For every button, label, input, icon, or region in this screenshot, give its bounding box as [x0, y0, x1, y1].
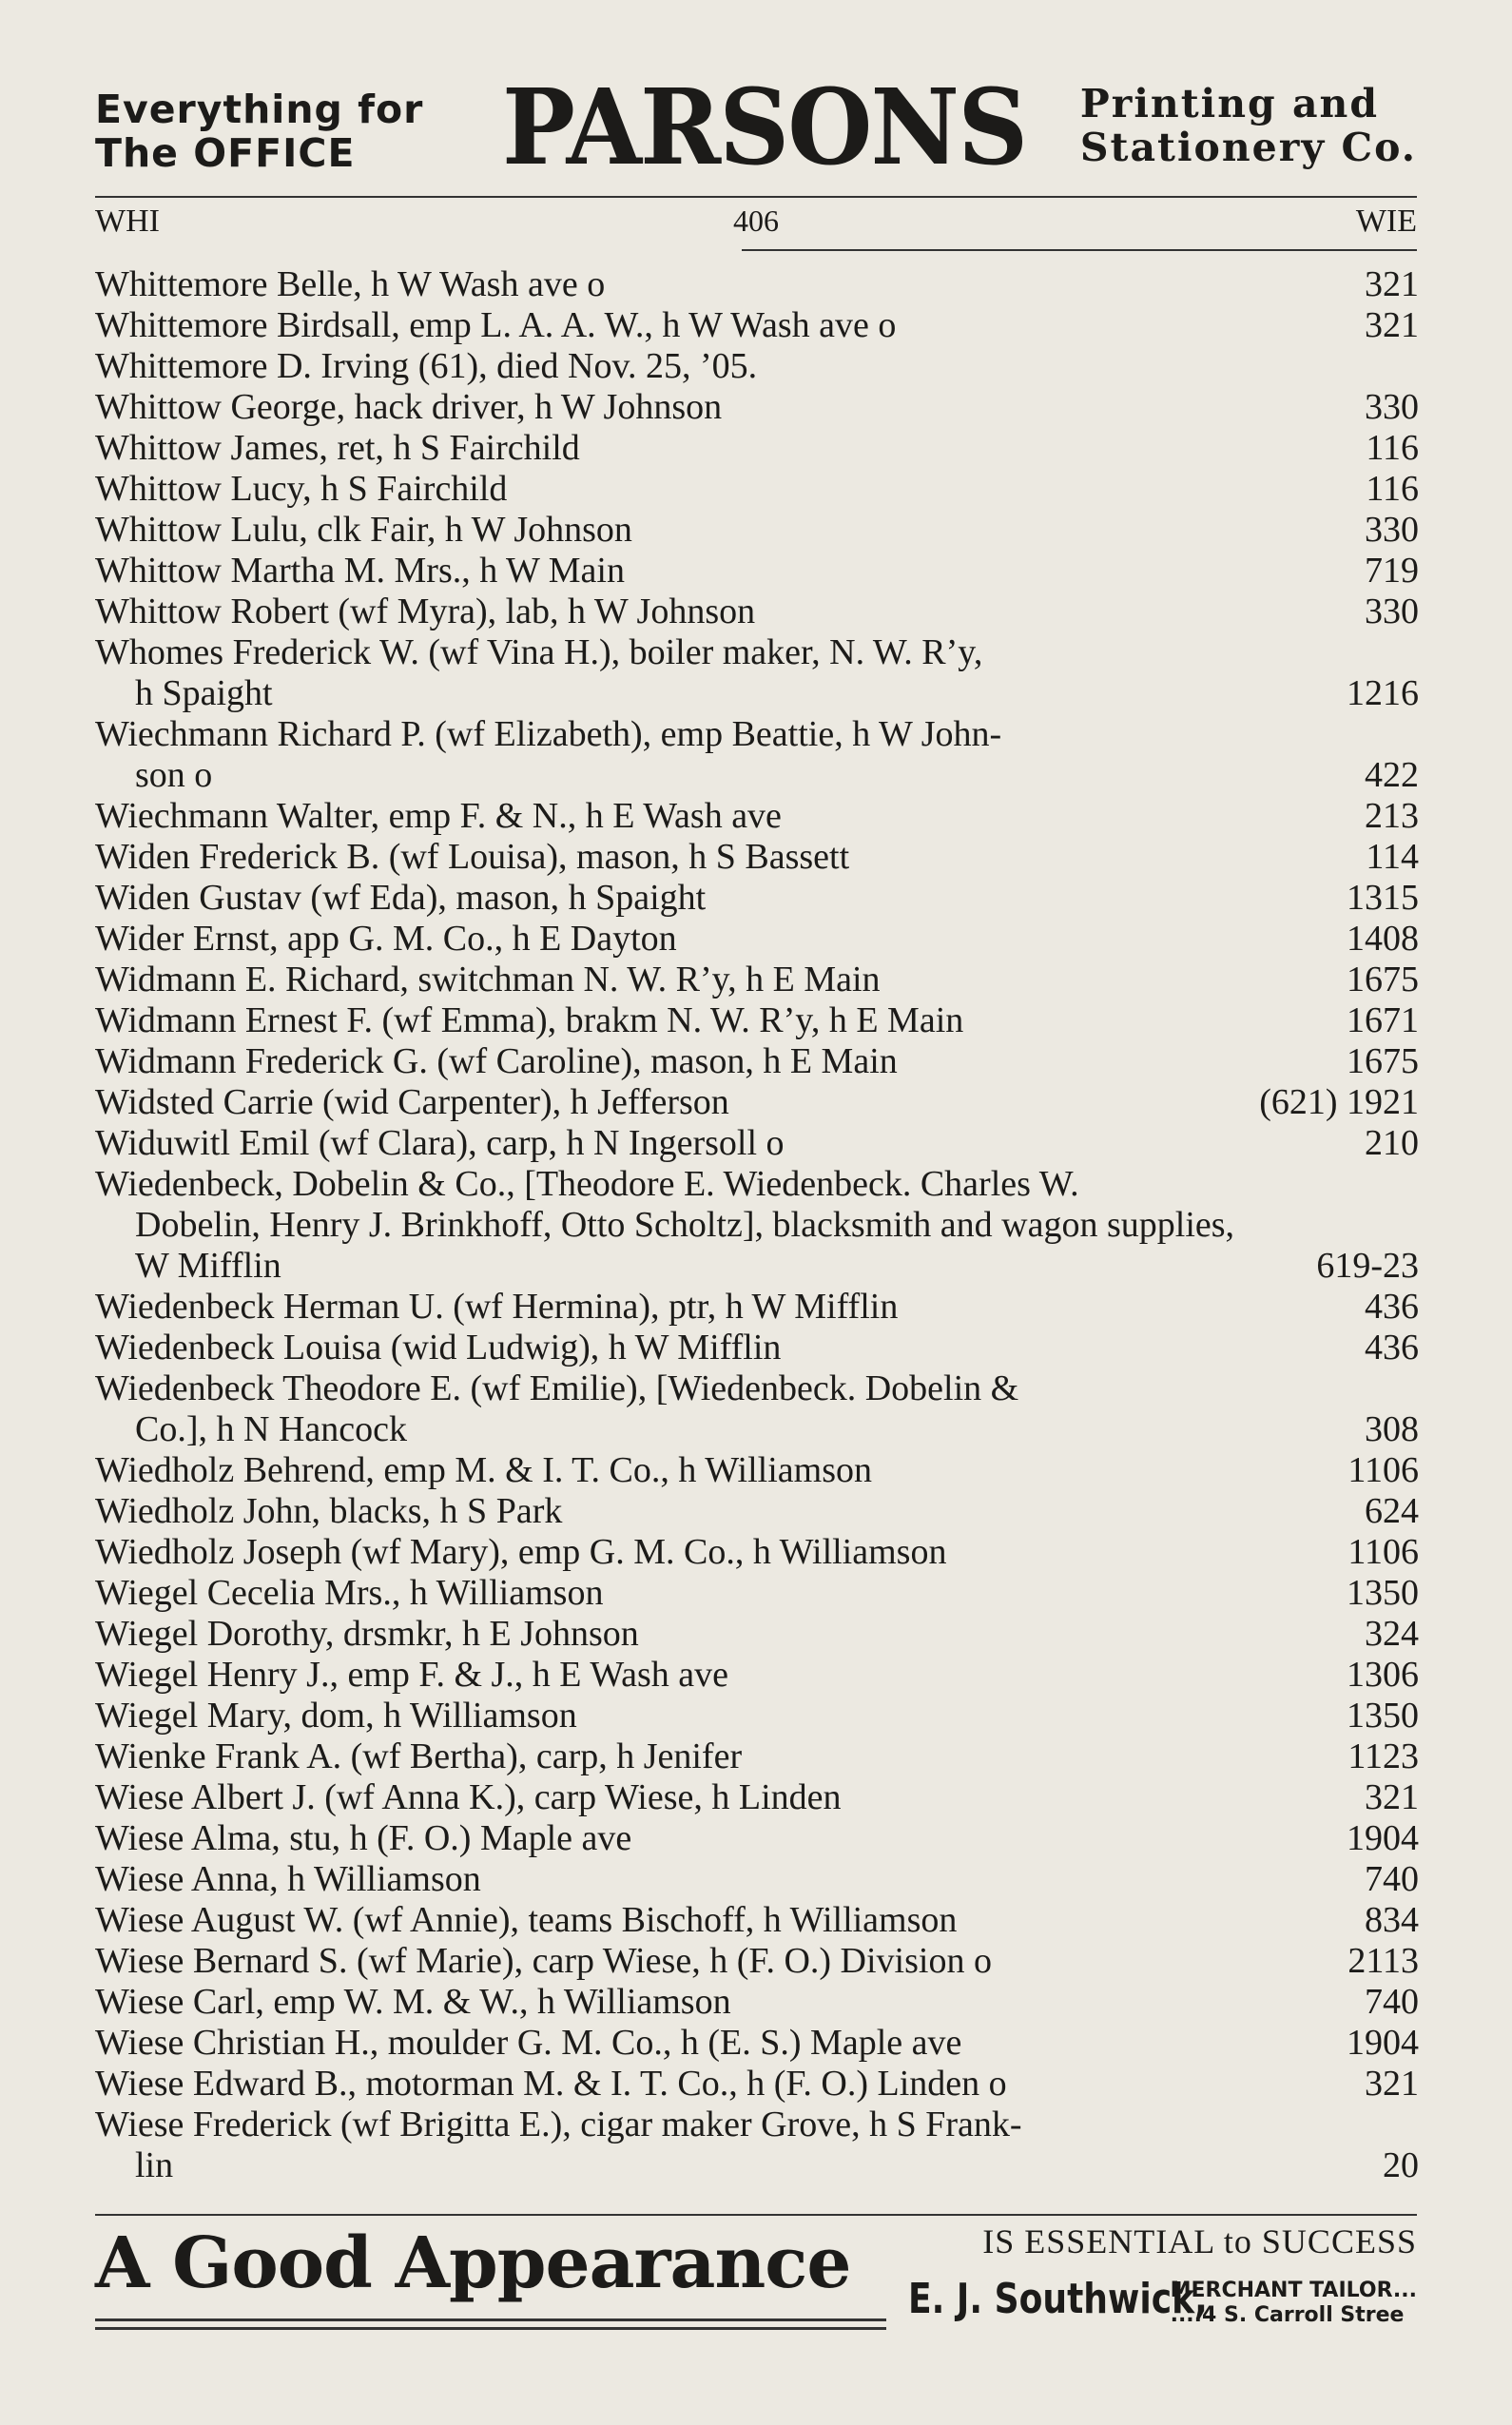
- entry-text: Whittow Martha M. Mrs., h W Main: [95, 551, 625, 591]
- entry-text: Widmann E. Richard, switchman N. W. R’y, h E Main: [95, 960, 881, 999]
- entry-text: Whittemore D. Irving (61), died Nov. 25, ’05.: [95, 346, 758, 386]
- directory-entry: [95, 796, 1419, 837]
- ad-right-text: [1080, 82, 1417, 169]
- directory-entry: [95, 592, 1419, 632]
- entry-text: Wiedenbeck Herman U. (wf Hermina), ptr, h W Mifflin: [95, 1287, 899, 1327]
- entry-text: Whomes Frederick W. (wf Vina H.), boiler maker, N. W. R’y,: [95, 632, 983, 672]
- entry-house-number: 1106: [1347, 1450, 1419, 1490]
- entry-text: Widsted Carrie (wid Carpenter), h Jefferson: [95, 1082, 729, 1122]
- footer-double-rule: [95, 2318, 886, 2330]
- entry-house-number: 114: [1366, 837, 1419, 877]
- directory-entry: [95, 960, 1419, 1000]
- ad-left-line1: Everything for: [95, 87, 424, 132]
- entry-house-number: 1106: [1347, 1532, 1419, 1572]
- directory-entry: [95, 1859, 1419, 1900]
- entry-house-number: 740: [1365, 1982, 1419, 2022]
- entry-text: Wiedholz Joseph (wf Mary), emp G. M. Co., h Williamson: [95, 1532, 947, 1572]
- entry-house-number: 213: [1365, 796, 1419, 836]
- directory-entry: [95, 2023, 1419, 2064]
- directory-entry: [95, 1941, 1419, 1982]
- directory-entry: [95, 837, 1419, 878]
- entry-house-number: 834: [1365, 1900, 1419, 1940]
- footer-firm-name: E. J. Southwick,: [908, 2275, 1208, 2323]
- entry-house-number: 321: [1365, 2064, 1419, 2104]
- header-rule-top: [95, 196, 1417, 198]
- entry-text: Widen Gustav (wf Eda), mason, h Spaight: [95, 878, 707, 918]
- directory-entry: [95, 1573, 1419, 1614]
- entry-text: Wiedenbeck Louisa (wid Ludwig), h W Mifflin: [95, 1328, 782, 1368]
- entry-text: Wiese Frederick (wf Brigitta E.), cigar maker Grove, h S Frank-: [95, 2105, 1022, 2144]
- entry-text: Widmann Frederick G. (wf Caroline), mason, h E Main: [95, 1041, 898, 1081]
- header-rule-bottom: [742, 249, 1417, 251]
- entry-house-number: 1408: [1347, 919, 1419, 959]
- running-header-left: WHI: [95, 204, 160, 239]
- footer-address: ....4 S. Carroll Stree: [1170, 2303, 1405, 2327]
- page-number: 406: [733, 204, 779, 238]
- running-header: [95, 204, 1417, 245]
- entry-text: Widmann Ernest F. (wf Emma), brakm N. W. R’y, h E Main: [95, 1000, 964, 1040]
- ad-left-line2: The OFFICE: [95, 130, 356, 176]
- directory-entry: [95, 1655, 1419, 1696]
- header-advertisement: [95, 66, 1417, 190]
- entry-text: Whittow Robert (wf Myra), lab, h W Johnson: [95, 592, 756, 631]
- directory-entry: [95, 1000, 1419, 1041]
- entry-text: Wienke Frank A. (wf Bertha), carp, h Jenifer: [95, 1736, 743, 1776]
- entry-text: Wiechmann Walter, emp F. & N., h E Wash ave: [95, 796, 782, 836]
- footer-address-block: [1171, 2279, 1417, 2328]
- entry-house-number: 436: [1365, 1328, 1419, 1368]
- directory-entry: [95, 387, 1419, 428]
- entry-text: Wiegel Henry J., emp F. & J., h E Wash ave: [95, 1655, 729, 1695]
- directory-entry: [95, 346, 1419, 387]
- entry-continuation: lin: [135, 2145, 174, 2185]
- directory-entry: [95, 1328, 1419, 1368]
- directory-entry: [95, 551, 1419, 592]
- entry-text: Wiese August W. (wf Annie), teams Bischoff, h Williamson: [95, 1900, 958, 1940]
- directory-entry: [95, 714, 1419, 796]
- entry-text: Wider Ernst, app G. M. Co., h E Dayton: [95, 919, 677, 959]
- directory-entry: [95, 1900, 1419, 1941]
- entry-continuation: son o: [135, 755, 213, 795]
- directory-entry: [95, 1041, 1419, 1082]
- entry-house-number: 20: [1383, 2145, 1419, 2185]
- directory-entry: [95, 1123, 1419, 1164]
- entry-text: Wiese Albert J. (wf Anna K.), carp Wiese, h Linden: [95, 1777, 842, 1817]
- entry-text: Whittemore Belle, h W Wash ave o: [95, 264, 606, 304]
- directory-entry: [95, 878, 1419, 919]
- entry-text: Whittemore Birdsall, emp L. A. A. W., h W Wash ave o: [95, 305, 897, 345]
- directory-entry: [95, 2105, 1419, 2186]
- entry-house-number: 321: [1365, 264, 1419, 304]
- entry-text: Widen Frederick B. (wf Louisa), mason, h S Bassett: [95, 837, 850, 877]
- entry-house-number: 740: [1365, 1859, 1419, 1899]
- directory-entry: [95, 1614, 1419, 1655]
- ad-left-text: [95, 87, 423, 175]
- directory-entry: [95, 305, 1419, 346]
- entry-house-number: 1675: [1347, 1041, 1419, 1081]
- entry-text: Whittow Lulu, clk Fair, h W Johnson: [95, 510, 632, 550]
- entry-house-number: (621) 1921: [1259, 1082, 1419, 1122]
- entry-house-number: 1904: [1347, 1818, 1419, 1858]
- directory-entry: [95, 919, 1419, 960]
- entry-continuation: Dobelin, Henry J. Brinkhoff, Otto Scholtz], blacksmith and wagon supplies, W Mifflin: [135, 1205, 1235, 1286]
- entry-house-number: 422: [1365, 755, 1419, 795]
- directory-entry: [95, 2064, 1419, 2105]
- entry-text: Widuwitl Emil (wf Clara), carp, h N Ingersoll o: [95, 1123, 785, 1163]
- directory-entry: [95, 1736, 1419, 1777]
- directory-entry: [95, 1777, 1419, 1818]
- entry-text: Wiese Alma, stu, h (F. O.) Maple ave: [95, 1818, 632, 1858]
- entry-house-number: 321: [1365, 1777, 1419, 1817]
- entry-house-number: 308: [1365, 1409, 1419, 1449]
- entry-house-number: 321: [1365, 305, 1419, 345]
- entry-house-number: 436: [1365, 1287, 1419, 1327]
- directory-entry: [95, 632, 1419, 714]
- entry-house-number: 1315: [1347, 878, 1419, 918]
- directory-entry: [95, 1532, 1419, 1573]
- entry-house-number: 116: [1366, 428, 1419, 468]
- entry-house-number: 1904: [1347, 2023, 1419, 2063]
- footer-tagline: IS ESSENTIAL to SUCCESS: [982, 2222, 1417, 2260]
- directory-entry: [95, 510, 1419, 551]
- entry-house-number: 330: [1365, 592, 1419, 631]
- entry-text: Wiedholz John, blacks, h S Park: [95, 1491, 563, 1531]
- entry-text: Wiegel Mary, dom, h Williamson: [95, 1696, 577, 1736]
- directory-entry: [95, 1818, 1419, 1859]
- ad-right-line2: Stationery Co.: [1079, 125, 1417, 170]
- entry-house-number: 1123: [1347, 1736, 1419, 1776]
- footer-trade: MERCHANT TAILOR...: [1170, 2279, 1417, 2302]
- directory-entry: [95, 1491, 1419, 1532]
- entry-text: Wiechmann Richard P. (wf Elizabeth), emp Beattie, h W John-: [95, 714, 1002, 754]
- directory-entry: [95, 1082, 1419, 1123]
- entry-text: Wiegel Dorothy, drsmkr, h E Johnson: [95, 1614, 639, 1654]
- directory-entries: [95, 264, 1419, 2186]
- entry-house-number: 1350: [1347, 1573, 1419, 1613]
- entry-house-number: 719: [1365, 551, 1419, 591]
- entry-house-number: 330: [1365, 510, 1419, 550]
- entry-house-number: 2113: [1347, 1941, 1419, 1981]
- running-header-right: WIE: [1355, 204, 1417, 239]
- entry-text: Whittow George, hack driver, h W Johnson: [95, 387, 723, 427]
- entry-house-number: 1350: [1347, 1696, 1419, 1736]
- directory-entry: [95, 1287, 1419, 1328]
- footer-advertisement: [95, 2218, 1417, 2341]
- entry-text: Whittow James, ret, h S Fairchild: [95, 428, 580, 468]
- entry-text: Wiese Christian H., moulder G. M. Co., h (E. S.) Maple ave: [95, 2023, 962, 2063]
- entry-house-number: 116: [1366, 469, 1419, 509]
- entry-text: Wiedholz Behrend, emp M. & I. T. Co., h Williamson: [95, 1450, 872, 1490]
- directory-entry: [95, 264, 1419, 305]
- entry-house-number: 330: [1365, 387, 1419, 427]
- entry-house-number: 1671: [1347, 1000, 1419, 1040]
- directory-entry: [95, 1982, 1419, 2023]
- entry-text: Wiese Anna, h Williamson: [95, 1859, 481, 1899]
- entry-house-number: 624: [1365, 1491, 1419, 1531]
- footer-headline: A Good Appearance: [95, 2222, 851, 2304]
- directory-entry: [95, 1368, 1419, 1450]
- directory-entry: [95, 1696, 1419, 1736]
- entry-text: Wiedenbeck Theodore E. (wf Emilie), [Wiedenbeck. Dobelin &: [95, 1368, 1019, 1408]
- ad-right-line1: Printing and: [1079, 81, 1380, 126]
- footer-rule: [95, 2214, 1417, 2216]
- entry-house-number: 324: [1365, 1614, 1419, 1654]
- entry-house-number: 1216: [1347, 673, 1419, 713]
- entry-continuation: h Spaight: [135, 673, 273, 713]
- directory-entry: [95, 1164, 1419, 1287]
- directory-entry: [95, 469, 1419, 510]
- entry-house-number: 619-23: [1316, 1246, 1419, 1286]
- entry-house-number: 210: [1365, 1123, 1419, 1163]
- entry-text: Wiese Bernard S. (wf Marie), carp Wiese, h (F. O.) Division o: [95, 1941, 992, 1981]
- entry-house-number: 1306: [1347, 1655, 1419, 1695]
- entry-text: Wiegel Cecelia Mrs., h Williamson: [95, 1573, 604, 1613]
- entry-text: Wiedenbeck, Dobelin & Co., [Theodore E. Wiedenbeck. Charles W.: [95, 1164, 1079, 1204]
- entry-text: Wiese Edward B., motorman M. & I. T. Co., h (F. O.) Linden o: [95, 2064, 1007, 2104]
- ad-brand-name: PARSONS: [502, 66, 1027, 188]
- entry-continuation: Co.], h N Hancock: [135, 1409, 407, 1449]
- entry-text: Whittow Lucy, h S Fairchild: [95, 469, 508, 509]
- directory-entry: [95, 428, 1419, 469]
- directory-entry: [95, 1450, 1419, 1491]
- entry-text: Wiese Carl, emp W. M. & W., h Williamson: [95, 1982, 731, 2022]
- entry-house-number: 1675: [1347, 960, 1419, 999]
